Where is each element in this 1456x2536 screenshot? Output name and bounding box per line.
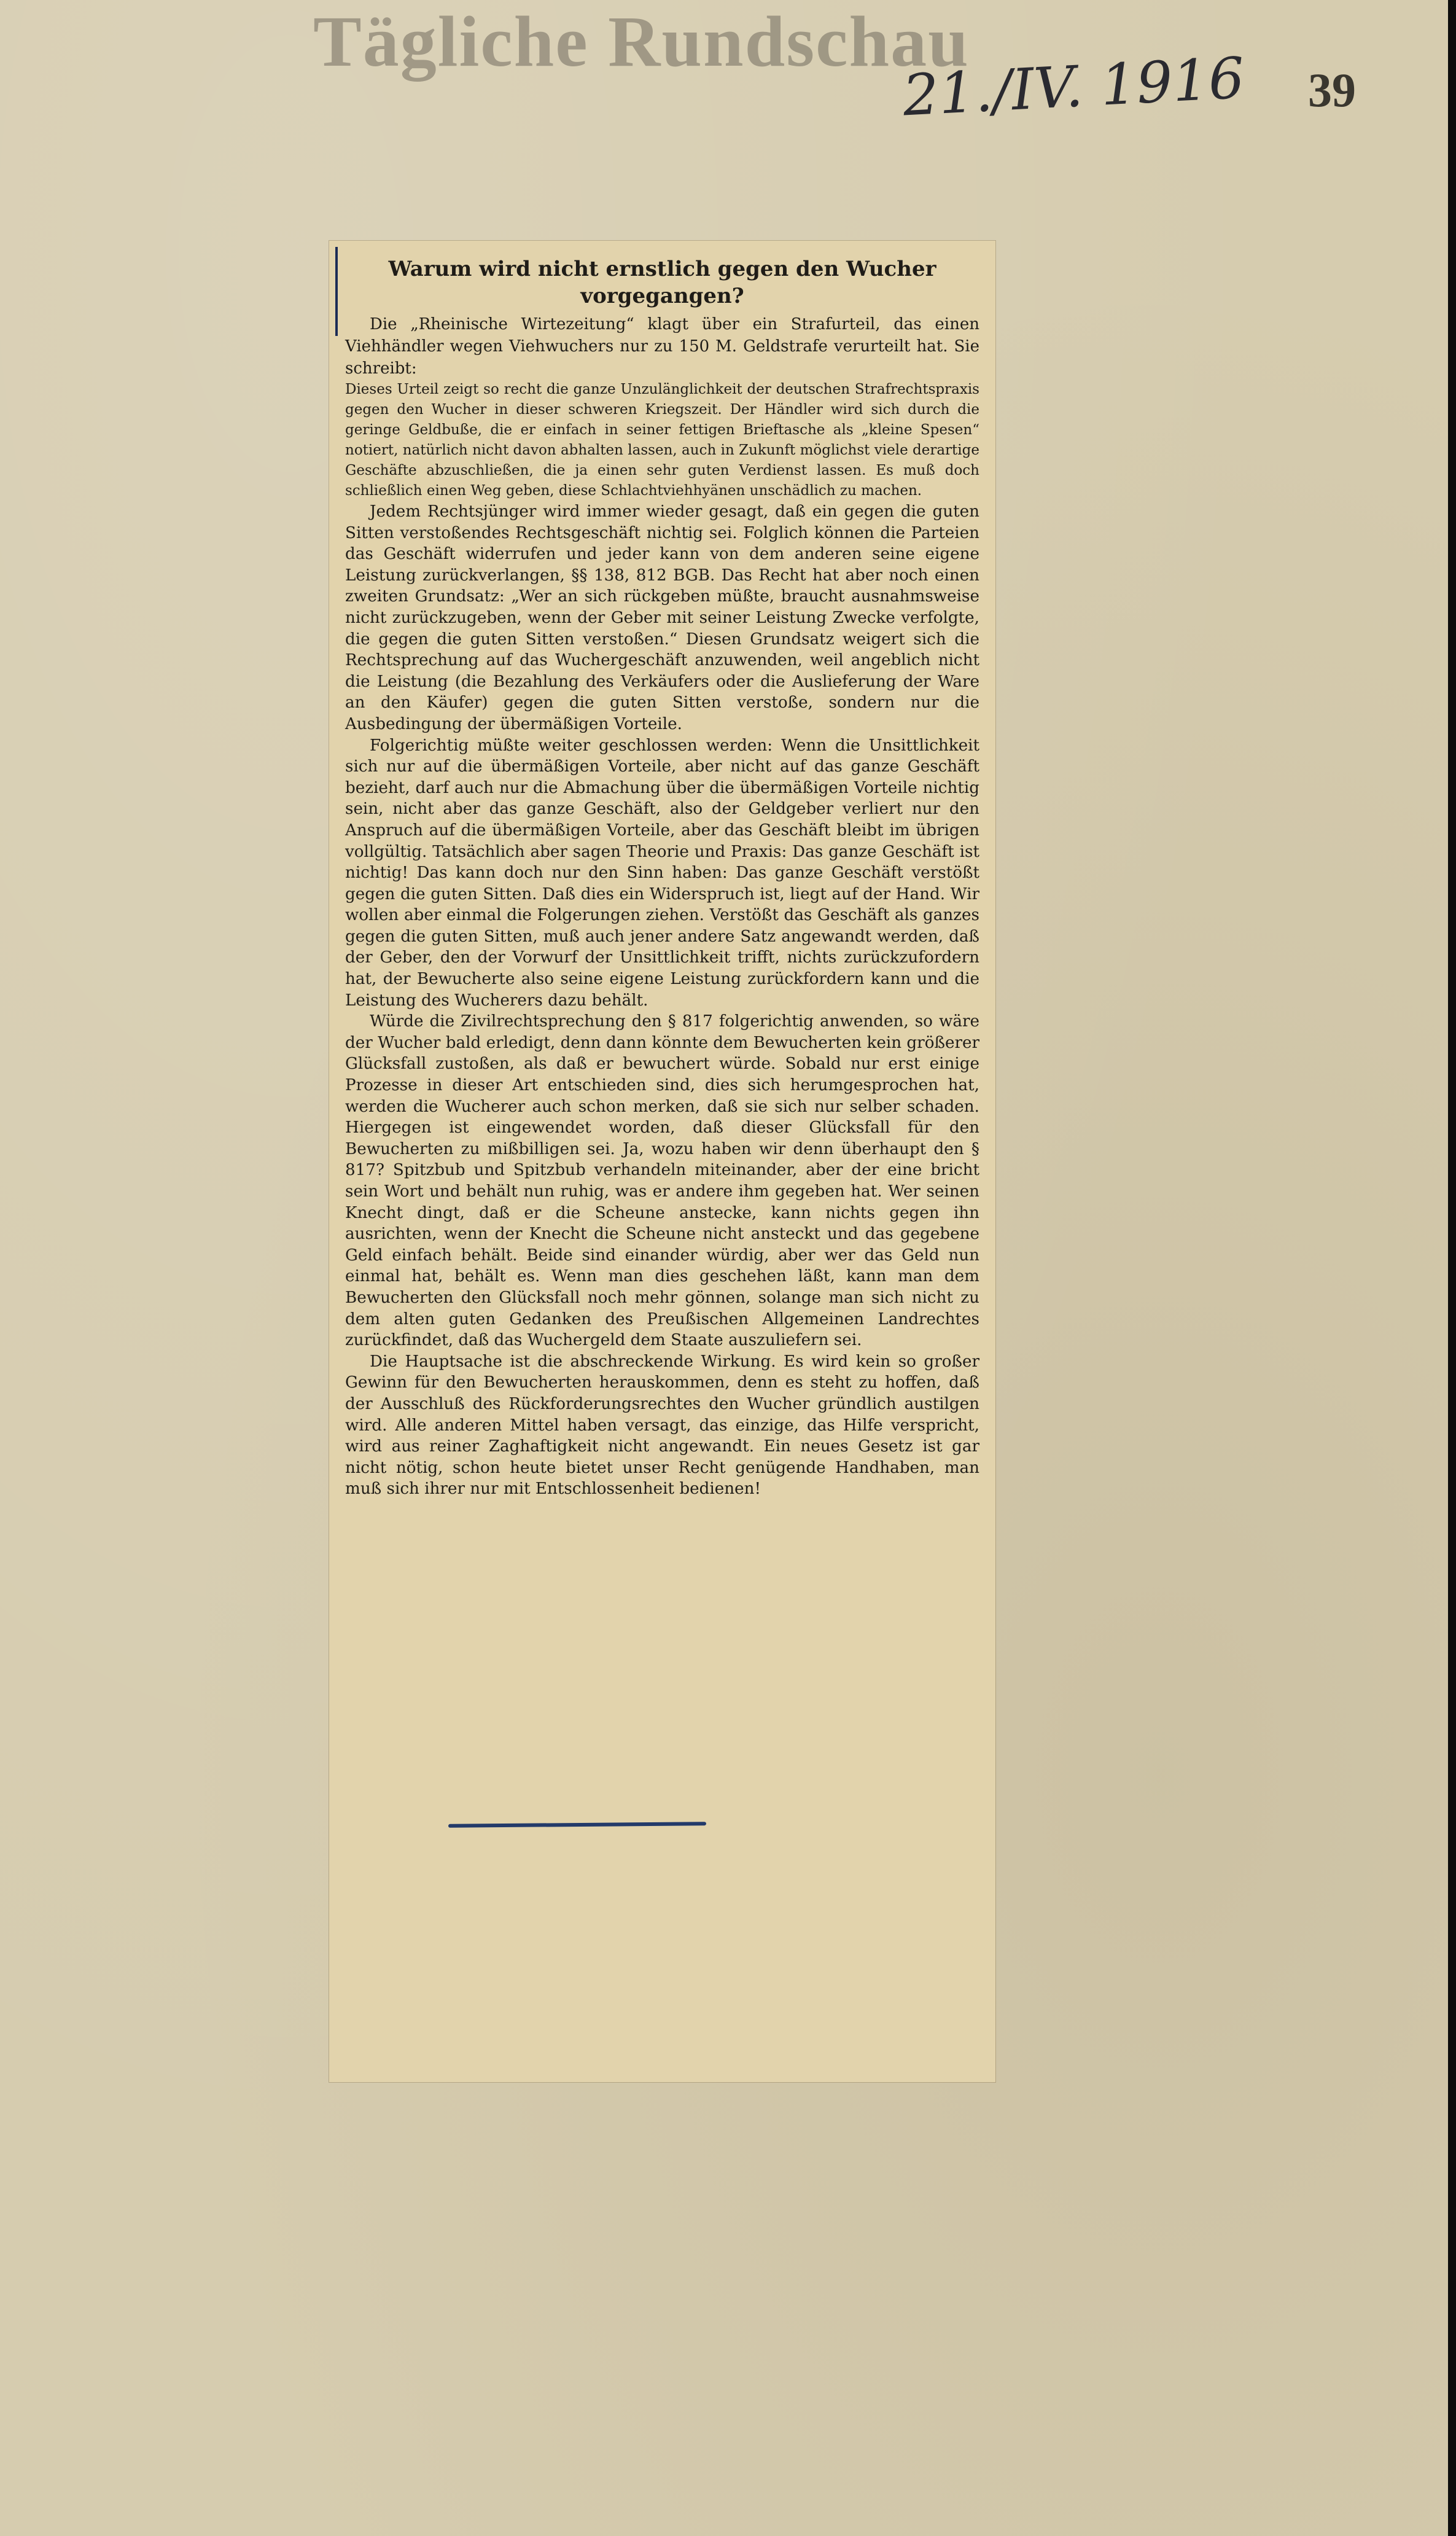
handwritten-date: 21./IV. 1916 (901, 45, 1247, 129)
article-intro: Die „Rheinische Wirtezeitung“ klagt über ein Strafurteil, das einen Viehhändler wegen Viehwuchers nur zu 150 M. Geldstrafe verurteilt hat. Sie schreibt: (345, 315, 979, 378)
article-paragraph: Die Hauptsache ist die abschreckende Wirkung. Es wird kein so großer Gewinn für den Bewucherten herauskommen, denn es steht zu hoffen, daß der Ausschluß des Rückforderungsrechtes den Wucher gründlich austilgen wird. Alle anderen Mittel haben versagt, das einzige, das Hilfe verspricht, wird aus reiner Zaghaftigkeit nicht angewandt. Ein neues Gesetz ist gar nicht nötig, schon heute bietet unser Recht genügende Handhaben, man muß sich ihrer nur mit Entschlossenheit bedienen! (345, 1352, 979, 1499)
article-quote: Dieses Urteil zeigt so recht die ganze Unzulänglichkeit der deutschen Strafrechtspraxis gegen den Wucher in dieser schweren Kriegszeit. Der Händler wird sich durch die geringe Geldbuße, die er einfach in seiner fettigen Brieftasche als „kleine Spesen“ notiert, natürlich nicht davon abhalten lassen, auch in Zukunft möglichst viele derartige Geschäfte abzuschließen, die ja einen sehr guten Verdienst lassen. Es muß doch schließlich einen Weg geben, diese Schlachtviehhyänen unschädlich zu machen. (345, 381, 979, 499)
article-paragraph: Jedem Rechtsjünger wird immer wieder gesagt, daß ein gegen die guten Sitten verstoßendes Rechtsgeschäft nichtig sei. Folglich können die Parteien das Geschäft widerrufen und jeder kann von dem anderen seine eigene Leistung zurückverlangen, §§ 138, 812 BGB. Das Recht hat aber noch einen zweiten Grundsatz: „Wer an sich rückgeben müßte, braucht ausnahmsweise nicht zurückzugeben, wenn der Geber mit seiner Leistung Zwecke verfolgte, die gegen die guten Sitten verstoßen.“ Diesen Grundsatz weigert sich die Rechtsprechung auf das Wuchergeschäft anzuwenden, weil angeblich nicht die Leistung (die Bezahlung des Verkäufers oder die Auslieferung der Ware an den Käufer) gegen die guten Sitten verstoße, sondern nur die Ausbedingung der übermäßigen Vorteile. (345, 502, 979, 733)
scan-edge (1448, 0, 1456, 2536)
article-paragraph: Würde die Zivilrechtsprechung den § 817 folgerichtig anwenden, so wäre der Wucher bald erledigt, denn dann könnte dem Bewucherten kein größerer Glücksfall zustoßen, als daß er bewuchert würde. Sobald nur erst einige Prozesse in dieser Art entschieden sind, dies sich herumgesprochen hat, werden die Wucherer auch schon merken, daß sie sich nur selber schaden. Hiergegen ist eingewendet worden, daß dieser Glücksfall für den Bewucherten zu mißbilligen sei. Ja, wozu haben wir denn überhaupt den § 817? Spitzbub und Spitzbub verhandeln miteinander, aber der eine bricht sein Wort und behält nun ruhig, was er andere ihm gegeben hat. Wer seinen Knecht dingt, daß er die Scheune anstecke, kann nichts gegen ihn ausrichten, wenn der Knecht die Scheune nicht ansteckt und das gegebene Geld einfach behält. Beide sind einander würdig, aber wer das Geld nun einmal hat, behält es. Wenn man dies geschehen läßt, kann man dem Bewucherten den Glücksfall noch mehr gönnen, solange man sich nicht zu dem alten guten Gedanken des Preußischen Allgemeinen Landrechtes zurückfindet, daß das Wuchergeld dem Staate auszuliefern sei. (345, 1012, 979, 1350)
article-headline: Warum wird nicht ernstlich gegen den Wucher vorgegangen? (388, 257, 936, 308)
blue-pencil-mark (335, 247, 338, 336)
article-paragraph: Folgerichtig müßte weiter geschlossen werden: Wenn die Unsittlichkeit sich nur auf die übermäßigen Vorteile, aber nicht auf das ganze Geschäft bezieht, darf auch nur die Abmachung über die übermäßigen Vorteile nichtig sein, nicht aber das ganze Geschäft, also der Geldgeber verliert nur den Anspruch auf die übermäßigen Vorteile, aber das Geschäft bleibt im übrigen vollgültig. Tatsächlich aber sagen Theorie und Praxis: Das ganze Geschäft ist nichtig! Das kann doch nur den Sinn haben: Das ganze Geschäft verstößt gegen die guten Sitten. Daß dies ein Widerspruch ist, liegt auf der Hand. Wir wollen aber einmal die Folgerungen ziehen. Verstößt das Geschäft als ganzes gegen die guten Sitten, muß auch jener andere Satz angewandt werden, daß der Geber, den der Vorwurf der Unsittlichkeit trifft, nichts zurückzufordern hat, der Bewucherte also seine eigene Leistung zurückfordern kann und die Leistung des Wucherers dazu behält. (345, 736, 979, 1010)
newspaper-clipping (329, 241, 995, 2082)
newspaper-stamp: Tägliche Rundschau (313, 1, 970, 82)
page-number: 39 (1308, 63, 1356, 117)
